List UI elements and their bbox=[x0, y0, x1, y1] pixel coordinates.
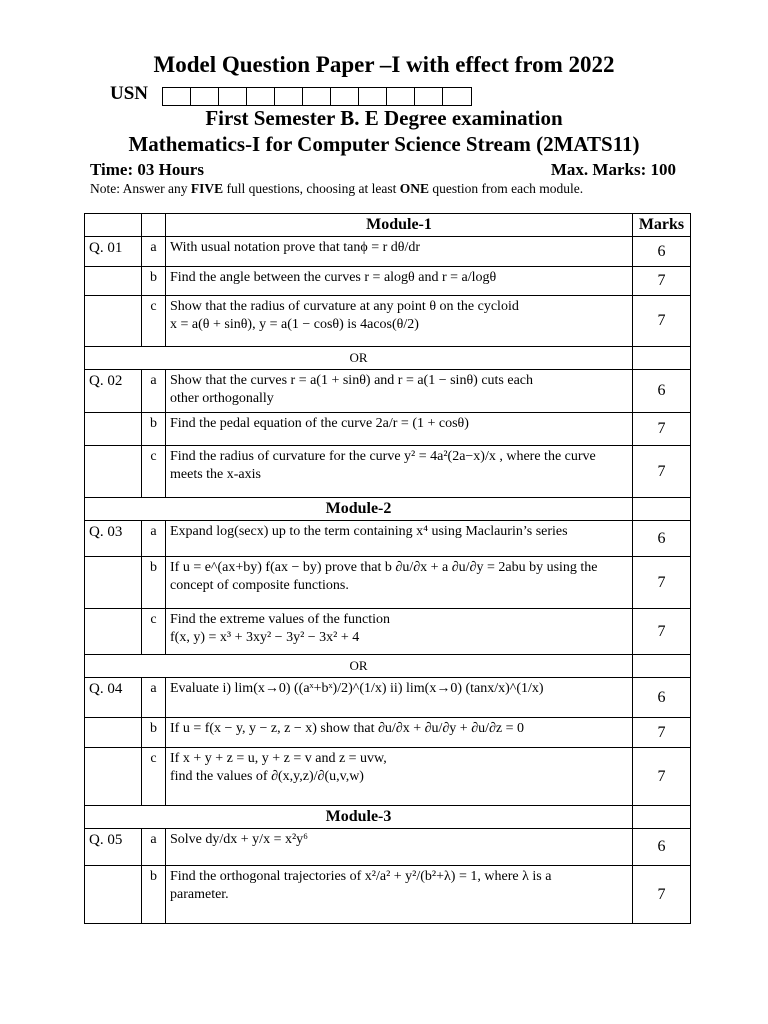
marks-value: 7 bbox=[633, 557, 691, 609]
module-heading: Module-3 bbox=[85, 806, 633, 829]
marks-heading: Marks bbox=[633, 214, 691, 237]
or-label: OR bbox=[85, 347, 633, 370]
question-text-cell bbox=[166, 609, 633, 655]
question-text: Show that the curves r = a(1 + sinθ) and r = a(1 − sinθ) cuts each bbox=[170, 373, 534, 388]
sub-label: a bbox=[142, 370, 166, 413]
question-text: concept of composite functions. bbox=[170, 578, 349, 593]
question-text: Show that the radius of curvature at any point θ on the cycloid bbox=[170, 299, 519, 314]
question-text: Find the angle between the curves r = alogθ and r = a/logθ bbox=[166, 267, 633, 296]
usn-box[interactable] bbox=[247, 88, 275, 105]
blank-cell bbox=[633, 655, 691, 678]
or-label: OR bbox=[85, 655, 633, 678]
note-emphasis: ONE bbox=[399, 181, 429, 196]
table-row bbox=[85, 866, 691, 924]
question-number bbox=[85, 557, 142, 609]
question-text: If u = e^(ax+by) f(ax − by) prove that b ∂u/∂x + a ∂u/∂y = 2abu by using the bbox=[170, 560, 598, 575]
question-text: Find the extreme values of the function bbox=[170, 612, 391, 627]
table-row bbox=[85, 718, 691, 748]
module-heading: Module-1 bbox=[166, 214, 633, 237]
table-row bbox=[85, 829, 691, 866]
module-heading: Module-2 bbox=[85, 498, 633, 521]
blank-cell bbox=[633, 498, 691, 521]
note-text: question from each module. bbox=[429, 181, 584, 196]
marks-value: 7 bbox=[633, 296, 691, 347]
question-number bbox=[85, 748, 142, 806]
question-text: meets the x-axis bbox=[170, 467, 261, 482]
question-text-cell bbox=[166, 370, 633, 413]
table-row bbox=[85, 370, 691, 413]
marks-value: 6 bbox=[633, 829, 691, 866]
usn-box[interactable] bbox=[415, 88, 443, 105]
usn-box[interactable] bbox=[163, 88, 191, 105]
question-formula: x = a(θ + sinθ), y = a(1 − cosθ) is 4acos(θ/2) bbox=[170, 317, 419, 332]
or-row bbox=[85, 655, 691, 678]
question-text: Solve dy/dx + y/x = x²y⁶ bbox=[166, 829, 633, 866]
question-text: find the values of ∂(x,y,z)/∂(u,v,w) bbox=[170, 769, 364, 784]
note-emphasis: FIVE bbox=[190, 181, 224, 196]
question-number: Q. 04 bbox=[85, 678, 142, 718]
marks-value: 6 bbox=[633, 521, 691, 557]
question-text: Find the pedal equation of the curve 2a/r = (1 + cosθ) bbox=[166, 413, 633, 446]
paper-title: Model Question Paper –I with effect from 2022 bbox=[153, 52, 615, 77]
marks-value: 6 bbox=[633, 237, 691, 267]
question-number: Q. 03 bbox=[85, 521, 142, 557]
blank-cell bbox=[633, 347, 691, 370]
question-text: parameter. bbox=[170, 887, 229, 902]
usn-box[interactable] bbox=[191, 88, 219, 105]
table-header-row bbox=[85, 214, 691, 237]
marks-value: 7 bbox=[633, 267, 691, 296]
marks-value: 7 bbox=[633, 866, 691, 924]
table-row bbox=[85, 296, 691, 347]
note-text: Note: Answer any bbox=[90, 181, 191, 196]
usn-box[interactable] bbox=[359, 88, 387, 105]
question-text-cell bbox=[166, 866, 633, 924]
subject-line: Mathematics-I for Computer Science Stream (2MATS11) bbox=[128, 132, 640, 156]
question-text-cell bbox=[166, 557, 633, 609]
question-number: Q. 01 bbox=[85, 237, 142, 267]
usn-box[interactable] bbox=[303, 88, 331, 105]
sub-label: c bbox=[142, 748, 166, 806]
sub-label: a bbox=[142, 237, 166, 267]
question-text: If u = f(x − y, y − z, z − x) show that ∂u/∂x + ∂u/∂y + ∂u/∂z = 0 bbox=[166, 718, 633, 748]
marks-value: 7 bbox=[633, 609, 691, 655]
module-row bbox=[85, 806, 691, 829]
question-text: Find the orthogonal trajectories of x²/a² + y²/(b²+λ) = 1, where λ is a bbox=[170, 869, 552, 884]
sub-label: c bbox=[142, 609, 166, 655]
usn-boxes bbox=[162, 87, 472, 106]
question-text: With usual notation prove that tanϕ = r dθ/dr bbox=[166, 237, 633, 267]
marks-value: 7 bbox=[633, 413, 691, 446]
module-row bbox=[85, 498, 691, 521]
question-text: If x + y + z = u, y + z = v and z = uvw, bbox=[170, 751, 387, 766]
question-number bbox=[85, 267, 142, 296]
or-row bbox=[85, 347, 691, 370]
sub-label: b bbox=[142, 866, 166, 924]
blank-cell bbox=[633, 806, 691, 829]
marks-value: 7 bbox=[633, 748, 691, 806]
question-number bbox=[85, 446, 142, 498]
table-row bbox=[85, 413, 691, 446]
question-number bbox=[85, 609, 142, 655]
sub-label: a bbox=[142, 678, 166, 718]
question-number bbox=[85, 296, 142, 347]
sub-label: c bbox=[142, 296, 166, 347]
question-number bbox=[85, 413, 142, 446]
question-text-cell bbox=[166, 748, 633, 806]
question-text: Expand log(secx) up to the term containing x⁴ using Maclaurin’s series bbox=[166, 521, 633, 557]
sub-label: a bbox=[142, 829, 166, 866]
question-text-cell bbox=[166, 296, 633, 347]
question-number: Q. 02 bbox=[85, 370, 142, 413]
table-row bbox=[85, 446, 691, 498]
question-formula: f(x, y) = x³ + 3xy² − 3y² − 3x² + 4 bbox=[170, 630, 360, 645]
usn-box[interactable] bbox=[443, 88, 471, 105]
table-row bbox=[85, 678, 691, 718]
question-text: other orthogonally bbox=[170, 391, 274, 406]
marks-value: 7 bbox=[633, 446, 691, 498]
max-marks-label: Max. Marks: 100 bbox=[550, 160, 676, 179]
question-text: Evaluate i) lim(x→0) ((aˣ+bˣ)/2)^(1/x) ii) lim(x→0) (tanx/x)^(1/x) bbox=[166, 678, 633, 718]
semester-line: First Semester B. E Degree examination bbox=[205, 106, 563, 130]
note-text: full questions, choosing at least bbox=[223, 181, 400, 196]
table-row bbox=[85, 609, 691, 655]
marks-value: 7 bbox=[633, 718, 691, 748]
blank-cell bbox=[85, 214, 142, 237]
usn-box[interactable] bbox=[219, 88, 247, 105]
table-row bbox=[85, 748, 691, 806]
question-number bbox=[85, 866, 142, 924]
sub-label: b bbox=[142, 557, 166, 609]
table-row bbox=[85, 521, 691, 557]
usn-label: USN bbox=[110, 83, 149, 104]
table-row bbox=[85, 267, 691, 296]
table-row bbox=[85, 557, 691, 609]
instructions-note bbox=[90, 181, 583, 197]
question-number bbox=[85, 718, 142, 748]
usn-box[interactable] bbox=[275, 88, 303, 105]
question-text: Find the radius of curvature for the curve y² = 4a²(2a−x)/x , where the curve bbox=[170, 449, 596, 464]
sub-label: b bbox=[142, 413, 166, 446]
time-label: Time: 03 Hours bbox=[90, 160, 204, 179]
sub-label: c bbox=[142, 446, 166, 498]
sub-label: a bbox=[142, 521, 166, 557]
usn-box[interactable] bbox=[331, 88, 359, 105]
sub-label: b bbox=[142, 267, 166, 296]
table-row bbox=[85, 237, 691, 267]
usn-box[interactable] bbox=[387, 88, 415, 105]
question-text-cell bbox=[166, 446, 633, 498]
question-table bbox=[84, 213, 691, 924]
marks-value: 6 bbox=[633, 370, 691, 413]
question-number: Q. 05 bbox=[85, 829, 142, 866]
marks-value: 6 bbox=[633, 678, 691, 718]
sub-label: b bbox=[142, 718, 166, 748]
blank-cell bbox=[142, 214, 166, 237]
